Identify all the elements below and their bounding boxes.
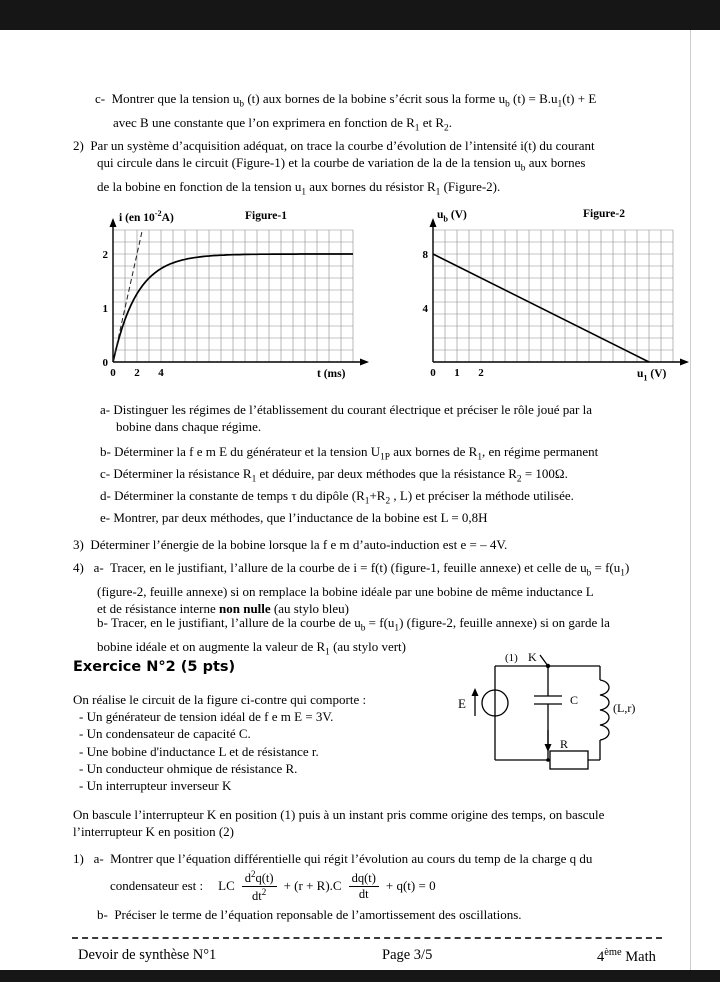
- tick-label: 2: [478, 367, 484, 379]
- label-switch-k: K: [528, 650, 537, 664]
- figure2-plot: [421, 205, 703, 385]
- tick-label: 0: [430, 367, 436, 379]
- tick-label: 4: [422, 303, 428, 315]
- equation-tail: + q(t) = 0: [385, 878, 436, 894]
- emf-arrowhead: [472, 688, 479, 696]
- top-black-bar: [0, 0, 720, 30]
- exercise2-component-list: [79, 708, 333, 794]
- exercise2-question-1a: 1) a- Montrer que l’équation différentielle qui régit l’évolution au cours du temp de la charge q du: [73, 851, 593, 866]
- x-arrowhead: [360, 359, 369, 366]
- bottom-black-bar: [0, 970, 720, 982]
- tick-label: 2: [134, 367, 140, 379]
- fraction-d2q-dt2: [242, 869, 277, 903]
- label-resistor-r: R: [560, 737, 569, 751]
- fraction-numerator: dq(t): [349, 871, 379, 886]
- figure2-xlabel: $u_1$ (V): [637, 368, 667, 383]
- list-item: - Un conducteur ohmique de résistance R.: [79, 760, 298, 776]
- list-item: - Une bobine d'inductance L et de résistance r.: [79, 743, 319, 759]
- figure1-title: Figure-1: [245, 210, 287, 222]
- page-edge-line: [690, 30, 691, 970]
- question-d: d- Déterminer la constante de temps τ du dipôle ($R_1+R_2$ , L) et préciser la méthode utilisée.: [100, 488, 574, 507]
- list-item: - Un générateur de tension idéal de f e m E = 3V.: [79, 709, 334, 724]
- question-e: e- Montrer, par deux méthodes, que l’inductance de la bobine est L = 0,8H: [100, 510, 488, 525]
- question-b: b- Déterminer la f e m E du générateur et la tension $U_{1P}$ aux bornes de $R_1$, en régime permanent: [100, 444, 599, 463]
- tick-label: 0: [102, 357, 108, 369]
- coil-symbol: [600, 680, 609, 740]
- circuit-diagram: [450, 648, 685, 800]
- circuit-wires: [475, 655, 609, 769]
- exercise2-question-1b: b- Préciser le terme de l’équation reponsable de l’amortissement des oscillations.: [97, 907, 522, 922]
- figure1-ylabel: i (en $10^{-2}A$): [119, 209, 174, 224]
- question-2-statement: 2) Par un système d’acquisition adéquat, on trace la courbe d’évolution de l’intensité i(t) du courant qui circule dans le circuit (Figure-1) et la courbe de variation de la de la tension $u_b$ aux bornes de la bobine en fonction de la tension $u_1$ aux bornes du résistor $R_1$ (Figure-2).: [73, 138, 595, 198]
- fraction-dq-dt: [349, 871, 379, 901]
- y-arrowhead: [110, 218, 117, 227]
- resistor-box: [550, 751, 588, 769]
- tick-label: 4: [158, 367, 164, 379]
- list-item: - Un condensateur de capacité C.: [79, 726, 251, 742]
- exercise2-title: Exercice N°2 (5 pts): [73, 659, 236, 675]
- x-arrowhead: [680, 359, 689, 366]
- fraction-denominator: $dt^2$: [252, 886, 267, 903]
- switch-toggle-paragraph: On bascule l’interrupteur K en position (1) puis à un instant pris comme origine des temps, on bascule l’interrupteur K en position (2): [73, 807, 605, 840]
- dashed-separator: [72, 937, 662, 939]
- footer-document-title: Devoir de synthèse N°1: [78, 947, 217, 963]
- list-item: - Un interrupteur inverseur K: [79, 778, 232, 794]
- y-arrowhead: [430, 218, 437, 227]
- question-a: a- Distinguer les régimes de l’établissement du courant électrique et préciser le rôle joué par la bobine dans chaque régime.: [100, 402, 592, 435]
- circuit-nodes: [472, 664, 552, 762]
- exercise2-intro: On réalise le circuit de la figure ci-contre qui comporte :: [73, 692, 367, 707]
- label-emf-e: E: [458, 696, 466, 711]
- footer-page-number: Page 3/5: [382, 947, 433, 963]
- equation-middle-term: + (r + R).C: [283, 878, 342, 894]
- figure1-plot: [95, 205, 387, 385]
- figure2-title: Figure-2: [583, 208, 625, 220]
- tick-label: 8: [422, 249, 428, 261]
- question-c: c- Déterminer la résistance $R_1$ et déduire, par deux méthodes que la résistance $R_2 = 100\Omega$.: [100, 466, 568, 485]
- fraction-numerator: $d^2q(t)$: [242, 869, 277, 887]
- switch-node-dot: [546, 664, 550, 668]
- question-c-intro: c- Montrer que la tension $u_b$ (t) aux bornes de la bobine s’écrit sous la forme $u_b$ $(t) = B.u_1(t) + E$ avec B une constante que l’on exprimera en fonction de $R_1$ et $R_2$.: [95, 91, 597, 134]
- tick-label: 0: [110, 367, 116, 379]
- tick-label: 2: [102, 249, 108, 261]
- label-position-1: (1): [505, 652, 518, 664]
- grid: [433, 230, 673, 362]
- question-3: 3) Déterminer l’énergie de la bobine lorsque la f e m d’auto-induction est e = – 4V.: [73, 537, 508, 552]
- label-capacitor-c: C: [570, 693, 579, 707]
- label-coil-lr: (L,r): [613, 701, 636, 715]
- figure2-ylabel: $u_b$ (V): [437, 209, 467, 224]
- figure-2: [421, 205, 720, 390]
- figure-1: [95, 205, 395, 390]
- fraction-denominator: dt: [358, 886, 369, 901]
- footer-class-level: 4ème Math: [597, 947, 656, 965]
- equation-lc: LC: [218, 878, 235, 894]
- tick-label: 1: [102, 303, 108, 315]
- tick-label: 1: [454, 367, 460, 379]
- bottom-node-dot: [546, 758, 550, 762]
- grid: [113, 230, 353, 362]
- figure1-xlabel: t (ms): [317, 368, 346, 380]
- equation-lead: condensateur est :: [110, 878, 204, 894]
- origin-tangent: [113, 230, 142, 362]
- differential-equation: [110, 869, 436, 903]
- question-4b: b- Tracer, en le justifiant, l’allure de la courbe de $u_b = f(u_1)$ (figure-2, feuille annexe) si on garde la bobine idéale et on augmente la valeur de $R_1$ (au stylo vert): [97, 615, 610, 658]
- question-4a: 4) a- Tracer, en le justifiant, l’allure de la courbe de i = f(t) (figure-1, feuille annexe) et celle de $u_b = f(u_1)$ (figure-2, feuille annexe) si on remplace la bobine idéale par une bobine de même inductance L et de résistance interne non nulle (au stylo bleu): [73, 560, 630, 617]
